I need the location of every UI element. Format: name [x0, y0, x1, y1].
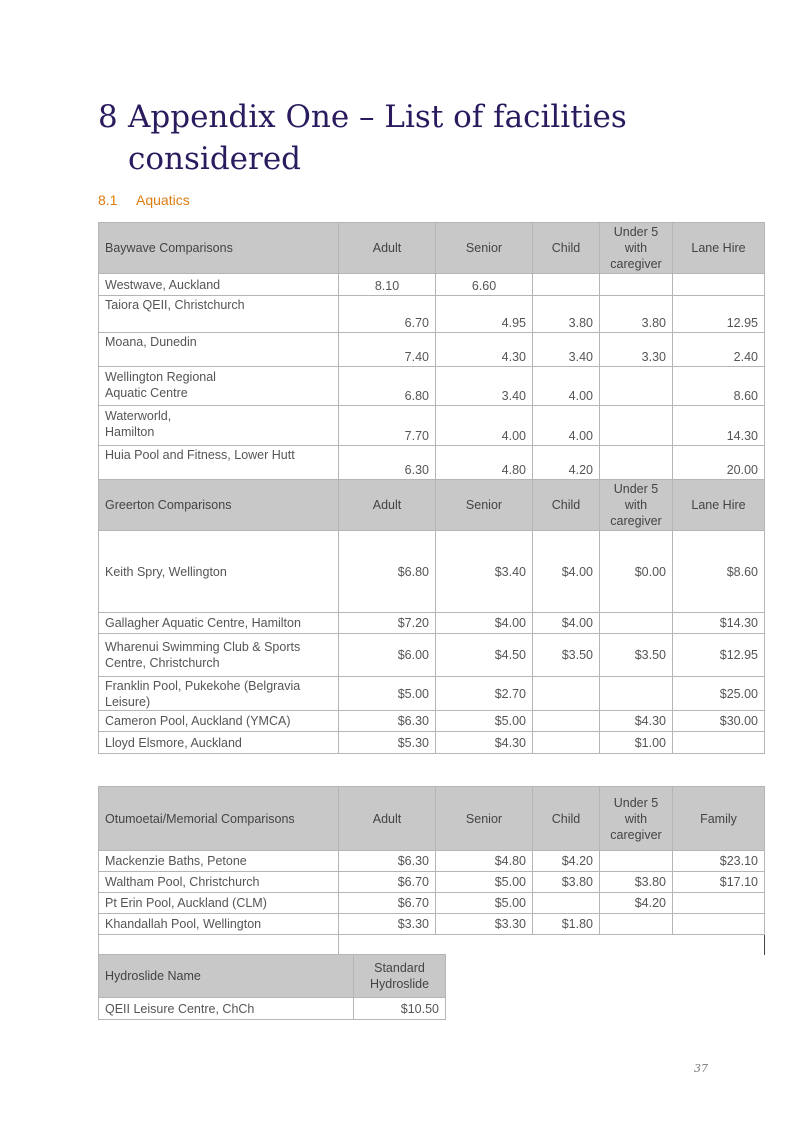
blank-cell [99, 935, 339, 955]
price-cell: $4.50 [436, 634, 533, 677]
price-cell [533, 893, 600, 914]
facility-name: Wellington Regional Aquatic Centre [99, 367, 339, 406]
price-cell: $3.30 [339, 914, 436, 935]
otumoetai-title: Otumoetai/Memorial Comparisons [99, 787, 339, 851]
facility-name: Mackenzie Baths, Petone [99, 851, 339, 872]
price-cell: $17.10 [673, 872, 765, 893]
price-cell [673, 274, 765, 296]
table-row [99, 274, 765, 296]
facility-name: Westwave, Auckland [99, 274, 339, 296]
price-cell: $5.00 [436, 711, 533, 732]
price-cell [600, 613, 673, 634]
price-cell: 2.40 [673, 333, 765, 367]
price-cell: 4.95 [436, 296, 533, 333]
price-cell [600, 851, 673, 872]
price-cell: $4.80 [436, 851, 533, 872]
baywave-title: Baywave Comparisons [99, 223, 339, 274]
price-cell: 6.80 [339, 367, 436, 406]
col-header: Adult [339, 480, 436, 531]
table-row [99, 333, 765, 367]
facility-name: Keith Spry, Wellington [99, 531, 339, 613]
price-cell [600, 446, 673, 480]
price-cell: 7.70 [339, 406, 436, 446]
baywave-greerton-table [98, 222, 765, 754]
price-cell: $3.40 [436, 531, 533, 613]
price-cell: 12.95 [673, 296, 765, 333]
facility-name: Taiora QEII, Christchurch [99, 296, 339, 333]
price-cell: $25.00 [673, 677, 765, 711]
table-row [99, 677, 765, 711]
price-cell: $5.00 [436, 872, 533, 893]
price-cell: $3.80 [533, 872, 600, 893]
col-header: Child [533, 223, 600, 274]
page-heading [98, 96, 718, 180]
price-cell: 6.30 [339, 446, 436, 480]
price-cell: $4.20 [600, 893, 673, 914]
section-title: Aquatics [136, 192, 190, 208]
price-cell: $0.00 [600, 531, 673, 613]
price-cell: 4.30 [436, 333, 533, 367]
facility-name: Cameron Pool, Auckland (YMCA) [99, 711, 339, 732]
price-cell: $6.70 [339, 893, 436, 914]
price-cell: 4.80 [436, 446, 533, 480]
price-cell: $30.00 [673, 711, 765, 732]
col-header: Lane Hire [673, 223, 765, 274]
price-cell: $6.30 [339, 711, 436, 732]
price-cell: 3.80 [600, 296, 673, 333]
price-cell: $4.30 [600, 711, 673, 732]
price-cell [533, 732, 600, 754]
price-cell: $6.70 [339, 872, 436, 893]
table-header-row [99, 787, 765, 851]
facility-name: Wharenui Swimming Club & Sports Centre, Christchurch [99, 634, 339, 677]
price-cell: $5.30 [339, 732, 436, 754]
price-cell: 3.40 [436, 367, 533, 406]
col-header: Family [673, 787, 765, 851]
table-row [99, 531, 765, 613]
price-cell: 3.30 [600, 333, 673, 367]
price-cell [533, 711, 600, 732]
col-header: Senior [436, 480, 533, 531]
price-cell: $3.50 [533, 634, 600, 677]
price-cell: $1.80 [533, 914, 600, 935]
table-row [99, 893, 765, 914]
col-header: Senior [436, 223, 533, 274]
price-cell: $6.30 [339, 851, 436, 872]
price-cell: 4.00 [436, 406, 533, 446]
blank-row [99, 935, 765, 955]
col-header: Child [533, 787, 600, 851]
price-cell [673, 893, 765, 914]
price-cell: $5.00 [436, 893, 533, 914]
price-cell: $4.30 [436, 732, 533, 754]
greerton-title: Greerton Comparisons [99, 480, 339, 531]
price-cell: $4.00 [533, 531, 600, 613]
heading-number: 8 [98, 99, 118, 135]
table-row [99, 613, 765, 634]
price-cell: 3.80 [533, 296, 600, 333]
facility-name: Huia Pool and Fitness, Lower Hutt [99, 446, 339, 480]
price-cell [600, 406, 673, 446]
price-cell: $6.80 [339, 531, 436, 613]
facility-name: Lloyd Elsmore, Auckland [99, 732, 339, 754]
price-cell: $12.95 [673, 634, 765, 677]
price-cell: 4.00 [533, 406, 600, 446]
col-header: Adult [339, 223, 436, 274]
price-cell: $5.00 [339, 677, 436, 711]
price-cell [673, 732, 765, 754]
facility-name: Waltham Pool, Christchurch [99, 872, 339, 893]
price-cell: 7.40 [339, 333, 436, 367]
col-header: Adult [339, 787, 436, 851]
price-cell [533, 677, 600, 711]
price-cell: 6.60 [436, 274, 533, 296]
price-cell: 4.00 [533, 367, 600, 406]
price-cell: 4.20 [533, 446, 600, 480]
price-cell: $14.30 [673, 613, 765, 634]
table-row [99, 872, 765, 893]
price-cell: $1.00 [600, 732, 673, 754]
hydroslide-table [98, 954, 446, 1020]
otumoetai-table [98, 786, 765, 955]
facility-name: Gallagher Aquatic Centre, Hamilton [99, 613, 339, 634]
price-cell: 8.60 [673, 367, 765, 406]
price-cell: $2.70 [436, 677, 533, 711]
price-cell [600, 367, 673, 406]
price-cell: $23.10 [673, 851, 765, 872]
table-row [99, 914, 765, 935]
price-cell: $6.00 [339, 634, 436, 677]
col-header: Under 5 with caregiver [600, 787, 673, 851]
price-cell: 6.70 [339, 296, 436, 333]
price-cell: $3.50 [600, 634, 673, 677]
table-row [99, 711, 765, 732]
col-header: Under 5 with caregiver [600, 480, 673, 531]
facility-name: QEII Leisure Centre, ChCh [99, 998, 354, 1020]
table-header-row [99, 480, 765, 531]
price-cell: 8.10 [339, 274, 436, 296]
col-header: Lane Hire [673, 480, 765, 531]
col-header: Under 5 with caregiver [600, 223, 673, 274]
price-cell: 3.40 [533, 333, 600, 367]
table-header-row [99, 955, 446, 998]
heading-text: Appendix One – List of facilities considered [128, 99, 627, 177]
section-number: 8.1 [98, 192, 118, 208]
price-cell: $7.20 [339, 613, 436, 634]
hydroslide-title: Hydroslide Name [99, 955, 354, 998]
price-cell: $4.20 [533, 851, 600, 872]
price-cell [600, 914, 673, 935]
section-heading [98, 192, 190, 208]
facility-name: Waterworld, Hamilton [99, 406, 339, 446]
price-cell [533, 274, 600, 296]
table-row [99, 998, 446, 1020]
col-header: Senior [436, 787, 533, 851]
price-cell: $4.00 [436, 613, 533, 634]
col-header: Standard Hydroslide [354, 955, 446, 998]
table-row [99, 446, 765, 480]
price-cell [600, 677, 673, 711]
table-row [99, 634, 765, 677]
table-row [99, 732, 765, 754]
table-row [99, 296, 765, 333]
price-cell: 20.00 [673, 446, 765, 480]
facility-name: Pt Erin Pool, Auckland (CLM) [99, 893, 339, 914]
price-cell: $8.60 [673, 531, 765, 613]
page-number: 37 [694, 1062, 708, 1075]
col-header: Child [533, 480, 600, 531]
price-cell [600, 274, 673, 296]
price-cell: 14.30 [673, 406, 765, 446]
price-cell: $3.80 [600, 872, 673, 893]
facility-name: Moana, Dunedin [99, 333, 339, 367]
table-row [99, 851, 765, 872]
price-cell [673, 914, 765, 935]
price-cell: $10.50 [354, 998, 446, 1020]
facility-name: Franklin Pool, Pukekohe (Belgravia Leisure) [99, 677, 339, 711]
table-row [99, 406, 765, 446]
blank-cell [339, 935, 765, 955]
table-row [99, 367, 765, 406]
table-header-row [99, 223, 765, 274]
facility-name: Khandallah Pool, Wellington [99, 914, 339, 935]
price-cell: $3.30 [436, 914, 533, 935]
price-cell: $4.00 [533, 613, 600, 634]
